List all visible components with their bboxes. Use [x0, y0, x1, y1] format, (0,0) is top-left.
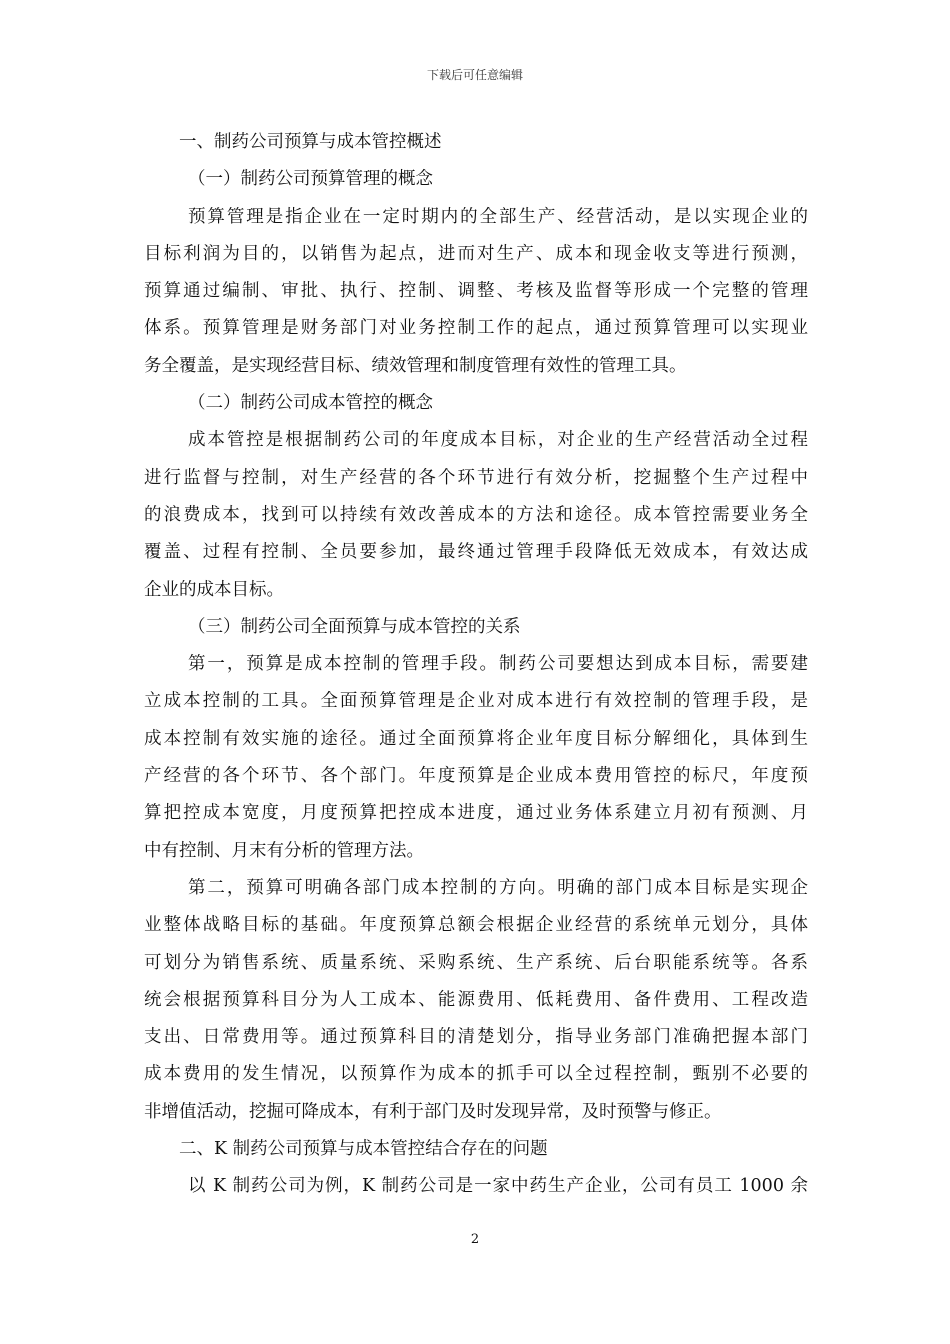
- paragraph-line: 非增值活动，挖掘可降成本，有利于部门及时发现异常，及时预警与修正。: [144, 1101, 722, 1122]
- paragraph-line: 统会根据预算科目分为人工成本、能源费用、低耗费用、备件费用、工程改造: [144, 989, 808, 1010]
- paragraph-line: 中有控制、月末有分析的管理方法。: [144, 840, 424, 861]
- paragraph-line: 成本控制有效实施的途径。通过全面预算将企业年度目标分解细化，具体到生: [144, 728, 808, 749]
- paragraph-line: 企业的成本目标。: [144, 579, 284, 600]
- document-body: [144, 124, 808, 1206]
- paragraph-line: 支出、日常费用等。通过预算科目的清楚划分，指导业务部门准确把握本部门: [144, 1027, 808, 1048]
- paragraph-line: 进行监督与控制，对生产经营的各个环节进行有效分析，挖掘整个生产过程中: [144, 467, 808, 488]
- paragraph-line: 的浪费成本，找到可以持续有效改善成本的方法和途径。成本管控需要业务全: [144, 504, 808, 525]
- paragraph-line: 算把控成本宽度，月度预算把控成本进度，通过业务体系建立月初有预测、月: [144, 803, 808, 824]
- paragraph-line: 第二，预算可明确各部门成本控制的方向。明确的部门成本目标是实现企: [188, 877, 808, 898]
- paragraph-line: 预算管理是指企业在一定时期内的全部生产、经营活动，是以实现企业的: [188, 206, 808, 227]
- paragraph-line: 第一，预算是成本控制的管理手段。制药公司要想达到成本目标，需要建: [188, 654, 808, 675]
- paragraph-line: 目标利润为目的，以销售为起点，进而对生产、成本和现金收支等进行预测，: [144, 243, 808, 264]
- paragraph-line: 立成本控制的工具。全面预算管理是企业对成本进行有效控制的管理手段，是: [144, 691, 808, 712]
- paragraph-line: 覆盖、过程有控制、全员要参加，最终通过管理手段降低无效成本，有效达成: [144, 542, 808, 563]
- paragraph-line: 成本管控是根据制药公司的年度成本目标，对企业的生产经营活动全过程: [188, 430, 808, 451]
- section-heading: 二、K 制药公司预算与成本管控结合存在的问题: [179, 1139, 548, 1160]
- subsection-heading: （一）制药公司预算管理的概念: [188, 169, 433, 190]
- header-note: 下载后可任意编辑: [426, 68, 523, 82]
- section-heading: 一、制药公司预算与成本管控概述: [179, 132, 442, 152]
- paragraph-line: 体系。预算管理是财务部门对业务控制工作的起点，通过预算管理可以实现业: [144, 318, 808, 339]
- paragraph-line: 成本费用的发生情况，以预算作为成本的抓手可以全过程控制，甄别不必要的: [144, 1064, 808, 1085]
- paragraph-line: 业整体战略目标的基础。年度预算总额会根据企业经营的系统单元划分，具体: [144, 915, 808, 936]
- paragraph-line: 预算通过编制、审批、执行、控制、调整、考核及监督等形成一个完整的管理: [144, 281, 808, 302]
- page-number: 2: [470, 1232, 480, 1247]
- subsection-heading: （二）制药公司成本管控的概念: [188, 393, 433, 414]
- paragraph-line: 产经营的各个环节、各个部门。年度预算是企业成本费用管控的标尺，年度预: [144, 766, 808, 787]
- paragraph-line: 务全覆盖，是实现经营目标、绩效管理和制度管理有效性的管理工具。: [144, 355, 687, 376]
- paragraph-line: 可划分为销售系统、质量系统、采购系统、生产系统、后台职能系统等。各系: [144, 952, 808, 973]
- paragraph-line: 以 K 制药公司为例，K 制药公司是一家中药生产企业，公司有员工 1000 余: [188, 1176, 808, 1197]
- subsection-heading: （三）制药公司全面预算与成本管控的关系: [188, 616, 521, 637]
